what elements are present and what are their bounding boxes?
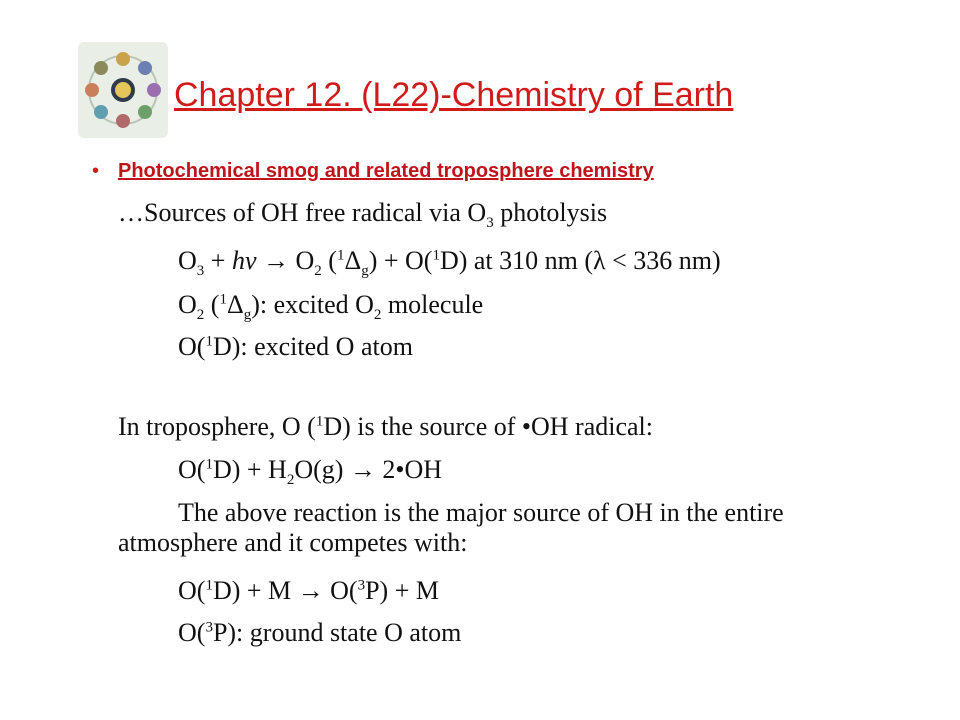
text-line-troposphere-source: In troposphere, O ($^1$D) is the source of •OH radical: bbox=[118, 412, 654, 441]
chemistry-logo-icon bbox=[78, 42, 168, 138]
text-line-sources: …Sources of OH free radical via $O_3$ photolysis bbox=[118, 198, 608, 232]
text-line-excited-o2: $O_2$ $(^1\Delta_g)$: excited $O_2$ molecule bbox=[178, 290, 484, 324]
text-line-ground-state: O($^3$P): ground state O atom bbox=[178, 618, 462, 647]
text-line-ozone-photolysis: $O_3$ + hv → $O_2$ $(^1\Delta_g) + O(^1D)$ at 310 nm (λ < 336 nm) bbox=[178, 246, 721, 280]
text-line-excited-o-atom: O($^1$D): excited O atom bbox=[178, 332, 413, 361]
slide-title: Chapter 12. (L22)-Chemistry of Earth bbox=[174, 76, 734, 114]
bullet-marker: • bbox=[92, 160, 100, 182]
text-line-major-source: The above reaction is the major source of OH in the entire atmosphere and it competes with: bbox=[118, 498, 784, 557]
text-line-quenching-reaction: O($^1$D) + M → O($^3$P) + M bbox=[178, 576, 439, 605]
slide-subheading: Photochemical smog and related troposphere chemistry bbox=[118, 160, 654, 182]
text-line-water-reaction: $O(^1D) + H_2O(g)$ → 2•OH bbox=[178, 455, 443, 489]
